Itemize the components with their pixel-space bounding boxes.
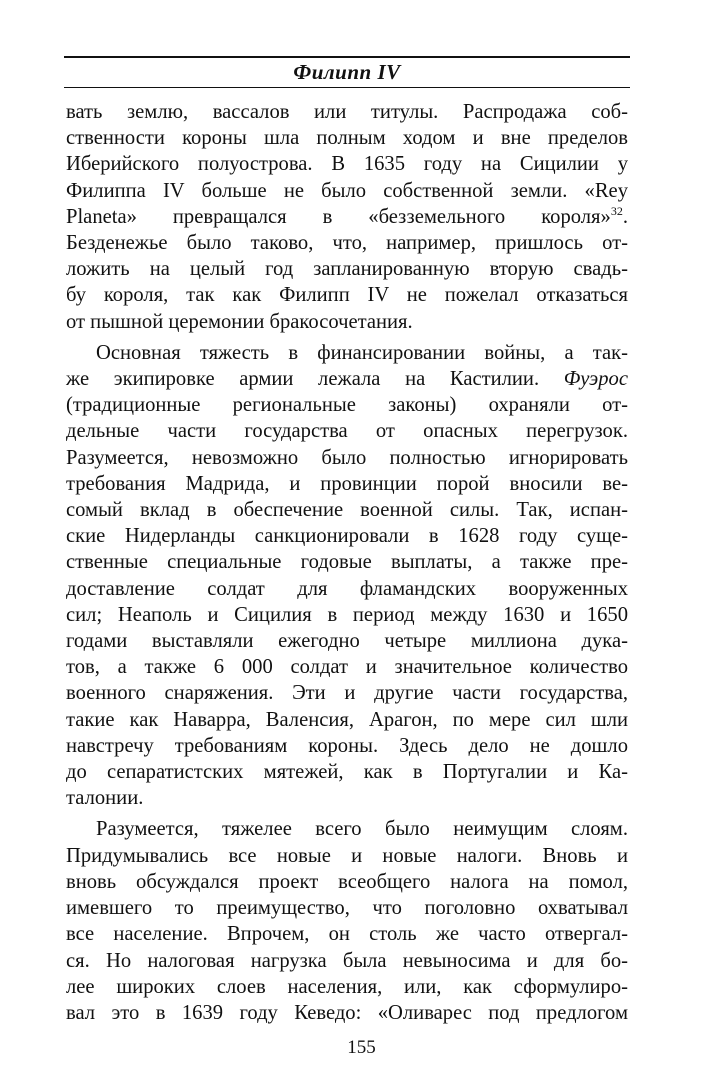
running-head: Филипп IV xyxy=(293,60,401,84)
text-line: дельные части государства от опасных перегрузок. xyxy=(66,420,628,443)
text-line: Иберийского полуострова. В 1635 году на Сицилии у xyxy=(66,153,628,176)
text-line: талонии. xyxy=(66,787,144,810)
paragraph-3 xyxy=(66,816,628,1026)
text-line: сомый вклад в обеспечение военной силы. Так, испан- xyxy=(66,499,628,522)
header-rule-top xyxy=(64,56,630,58)
text-fragment: Planeta» превращался в «безземельного короля» xyxy=(66,205,611,228)
text-line: навстречу требованиям короны. Здесь дело не дошло xyxy=(66,734,628,757)
text-line: (традиционные региональные законы) охраняли от- xyxy=(66,394,628,417)
text-line: Основная тяжесть в финансировании войны, а так- xyxy=(96,341,628,364)
text-line: до сепаратистских мятежей, как в Португалии и Ка- xyxy=(66,761,628,784)
text-line: Придумывались все новые и новые налоги. Вновь и xyxy=(66,844,628,867)
footnote-mark: 32 xyxy=(610,203,623,218)
text-line: Разумеется, невозможно было полностью игнорировать xyxy=(66,446,628,469)
text-line-with-term xyxy=(66,366,628,392)
text-fragment: же экипировке армии лежала на Кастилии. xyxy=(66,368,540,391)
text-line: вал это в 1639 году Кеведо: «Оливарес под предлогом xyxy=(66,1001,628,1024)
text-line: бу короля, так как Филипп IV не пожелал отказаться xyxy=(66,284,628,307)
text-line: ственные специальные годовые выплаты, а также пре- xyxy=(66,551,628,574)
text-line: такие как Наварра, Валенсия, Арагон, по мере сил шли xyxy=(66,708,628,731)
paragraph-1 xyxy=(66,99,628,335)
text-line: военного снаряжения. Эти и другие части государства, xyxy=(66,682,628,705)
text-line: имевшего то преимущество, что поголовно охватывал xyxy=(66,897,628,920)
text-line: тов, а также 6 000 солдат и значительное количество xyxy=(66,656,628,679)
text-line: Разумеется, тяжелее всего было неимущим слоям. xyxy=(96,818,628,841)
text-line: требования Мадрида, и провинции порой вносили ве- xyxy=(66,472,628,495)
text-line-with-footnote xyxy=(66,204,628,230)
text-line: ся. Но налоговая нагрузка была невыносима и для бо- xyxy=(66,949,628,972)
text-line: ские Нидерланды санкционировали в 1628 году суще- xyxy=(66,525,628,548)
text-line: Филиппа IV больше не было собственной земли. «Rey xyxy=(66,179,628,202)
body-text xyxy=(66,99,628,1026)
text-line: лее широких слоев населения, или, как сформулиро- xyxy=(66,975,628,998)
text-line: ложить на целый год запланированную вторую свадь- xyxy=(66,258,628,281)
text-line: от пышной церемонии бракосочетания. xyxy=(66,310,413,333)
text-line: доставление солдат для фламандских вооруженных xyxy=(66,577,628,600)
header-rule-bottom xyxy=(64,87,630,88)
text-line: вать землю, вассалов или титулы. Распродажа соб- xyxy=(66,101,628,123)
text-line: вновь обсуждался проект всеобщего налога на помол, xyxy=(66,870,628,893)
page-number: 155 xyxy=(347,1037,376,1058)
text-line: Безденежье было таково, что, например, пришлось от- xyxy=(66,232,628,255)
text-line: годами выставляли ежегодно четыре миллиона дука- xyxy=(66,630,628,653)
text-line: все население. Впрочем, он столь же часто отвергал- xyxy=(66,923,628,946)
italic-term: Фуэрос xyxy=(563,368,628,391)
paragraph-2 xyxy=(66,340,628,812)
text-line: сил; Неаполь и Сицилия в период между 1630 и 1650 xyxy=(66,603,628,626)
text-fragment: . xyxy=(622,205,628,228)
text-line: ственности короны шла полным ходом и вне пределов xyxy=(66,127,628,150)
